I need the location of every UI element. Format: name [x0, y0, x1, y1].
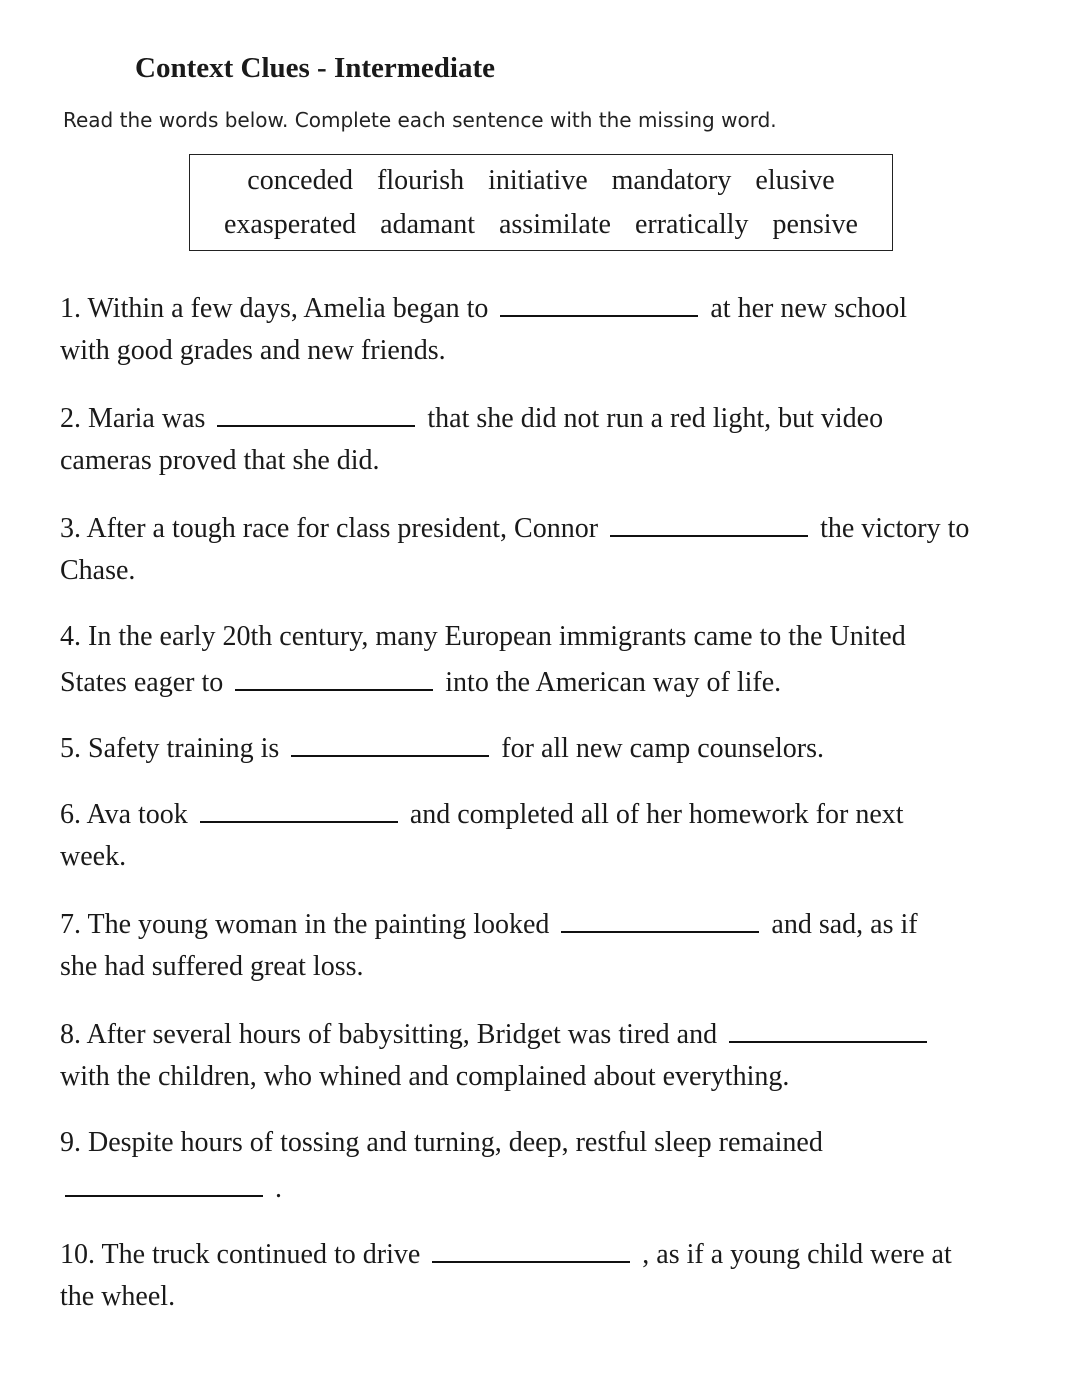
question-line: [60, 285, 1040, 329]
question-item: [60, 791, 1040, 879]
question-line: [60, 945, 1040, 989]
question-line: [60, 505, 1040, 549]
word-bank-row: [190, 159, 892, 203]
word-bank-word: exasperated: [224, 209, 357, 240]
answer-blank[interactable]: [729, 1011, 927, 1043]
question-line: [60, 725, 1040, 769]
question-line: [60, 615, 1040, 659]
question-text: into the American way of life.: [445, 667, 782, 698]
question-text: with good grades and new friends.: [60, 335, 446, 366]
question-item: [60, 1231, 1040, 1319]
question-item: [60, 1121, 1040, 1209]
word-bank-word: pensive: [772, 209, 858, 240]
word-bank: [189, 154, 893, 251]
answer-blank[interactable]: [432, 1231, 630, 1263]
question-text: cameras proved that she did.: [60, 445, 380, 476]
question-text: she had suffered great loss.: [60, 951, 364, 982]
question-item: [60, 615, 1040, 703]
word-bank-word: adamant: [380, 209, 475, 240]
question-item: [60, 505, 1040, 593]
question-item: [60, 285, 1040, 373]
question-text: 5. Safety training is: [60, 733, 280, 764]
question-item: [60, 395, 1040, 483]
question-text: the victory to: [820, 513, 970, 544]
question-line: [60, 1231, 1040, 1275]
answer-blank[interactable]: [561, 901, 759, 933]
question-line: [60, 1121, 1040, 1165]
question-text: week.: [60, 841, 127, 872]
answer-blank[interactable]: [500, 285, 698, 317]
question-line: [60, 395, 1040, 439]
instructions: Read the words below. Complete each sentence with the missing word.: [63, 108, 777, 132]
question-text: , as if a young child were at: [642, 1239, 952, 1270]
question-text: for all new camp counselors.: [501, 733, 824, 764]
word-bank-word: conceded: [247, 165, 353, 196]
word-bank-row: [190, 203, 892, 247]
question-text: that she did not run a red light, but video: [427, 403, 884, 434]
answer-blank[interactable]: [610, 505, 808, 537]
question-text: 7. The young woman in the painting looked: [60, 909, 550, 940]
question-line: [60, 329, 1040, 373]
word-bank-word: elusive: [755, 165, 835, 196]
question-text: States eager to: [60, 667, 224, 698]
question-line: [60, 1165, 1040, 1209]
word-bank-word: flourish: [377, 165, 465, 196]
question-item: [60, 725, 1040, 769]
question-line: [60, 549, 1040, 593]
answer-blank[interactable]: [65, 1165, 263, 1197]
question-line: [60, 1011, 1040, 1055]
question-text: at her new school: [710, 293, 908, 324]
question-text: Chase.: [60, 555, 136, 586]
question-line: [60, 1275, 1040, 1319]
question-text: 4. In the early 20th century, many European immigrants came to the United: [60, 621, 906, 652]
question-text: 2. Maria was: [60, 403, 206, 434]
word-bank-word: erratically: [634, 209, 749, 240]
answer-blank[interactable]: [291, 725, 489, 757]
word-bank-word: mandatory: [611, 165, 732, 196]
question-line: [60, 901, 1040, 945]
question-text: and sad, as if: [771, 909, 918, 940]
question-text: 6. Ava took: [60, 799, 188, 830]
worksheet-title: Context Clues - Intermediate: [135, 52, 496, 84]
question-line: [60, 1055, 1040, 1099]
question-text: 9. Despite hours of tossing and turning, deep, restful sleep remained: [60, 1127, 823, 1158]
question-line: [60, 659, 1040, 703]
question-text: 10. The truck continued to drive: [60, 1239, 421, 1270]
word-bank-word: assimilate: [498, 209, 611, 240]
question-text: 1. Within a few days, Amelia began to: [60, 293, 489, 324]
answer-blank[interactable]: [235, 659, 433, 691]
answer-blank[interactable]: [217, 395, 415, 427]
question-text: 8. After several hours of babysitting, Bridget was tired and: [60, 1019, 718, 1050]
question-item: [60, 1011, 1040, 1099]
question-item: [60, 901, 1040, 989]
question-text: and completed all of her homework for next: [409, 799, 904, 830]
question-text: with the children, who whined and complained about everything.: [60, 1061, 790, 1092]
question-text: the wheel.: [60, 1281, 176, 1312]
word-bank-word: initiative: [488, 165, 588, 196]
question-line: [60, 791, 1040, 835]
question-line: [60, 835, 1040, 879]
question-text: .: [275, 1173, 282, 1204]
question-line: [60, 439, 1040, 483]
question-list: [60, 285, 1040, 1341]
question-text: 3. After a tough race for class president, Connor: [60, 513, 599, 544]
answer-blank[interactable]: [200, 791, 398, 823]
